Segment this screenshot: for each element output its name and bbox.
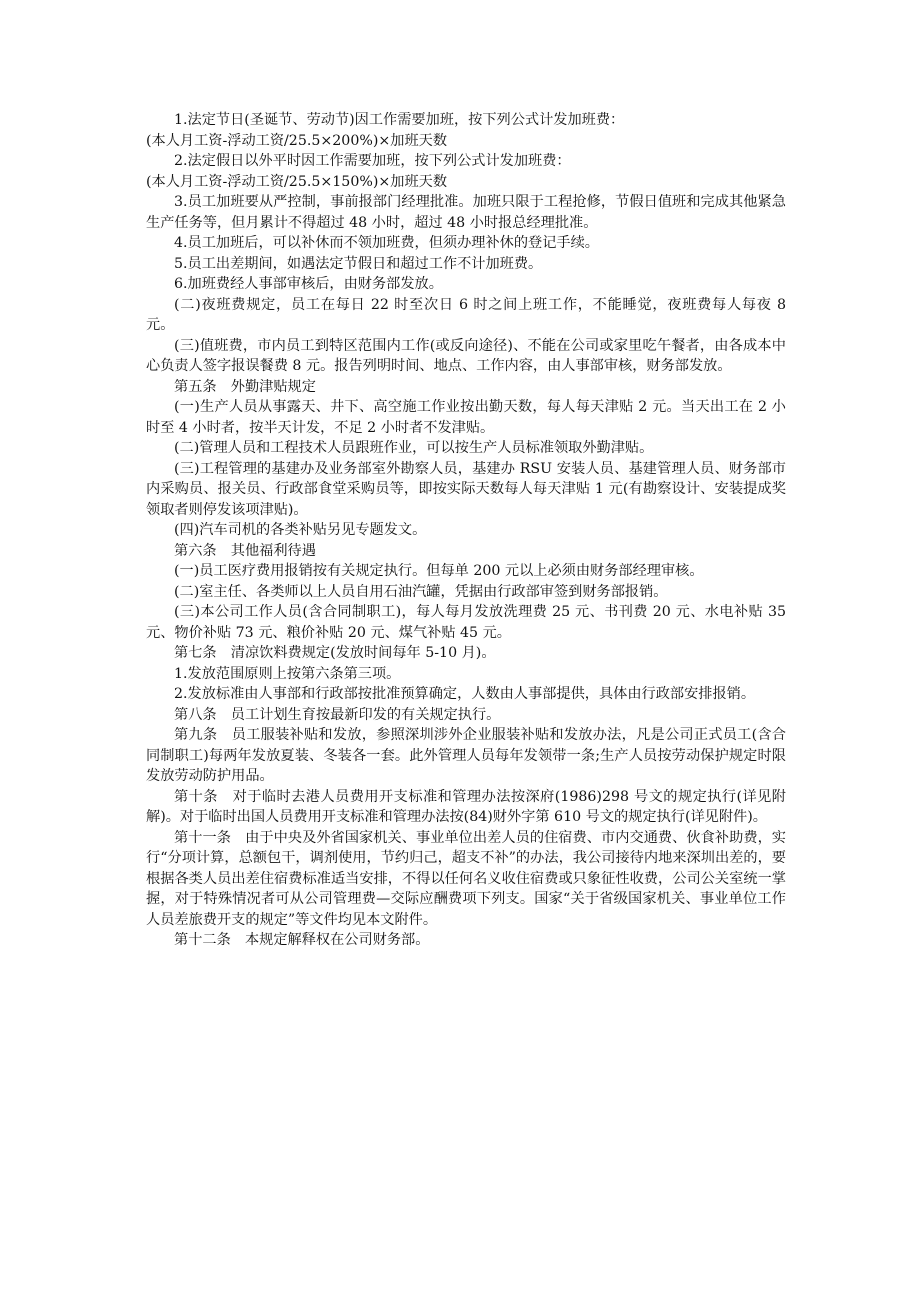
article-5-item-3: (三)工程管理的基建办及业务部室外勘察人员，基建办 RSU 安装人员、基建管理人员、财务部市内采购员、报关员、行政部食堂采购员等，即按实际天数每人每天津贴 1 元(有勘察设计、安装提成奖领取者则停发该项津贴)。 [146, 460, 786, 518]
night-shift-fee: (二)夜班费规定，员工在每日 22 时至次日 6 时之间上班工作，不能睡觉，夜班费每人每夜 8 元。 [146, 296, 786, 333]
article-6-item-1: (一)员工医疗费用报销按有关规定执行。但每单 200 元以上必须由财务部经理审核。 [174, 563, 704, 579]
overtime-rule-2: 2.法定假日以外平时因工作需要加班，按下列公式计发加班费： [174, 153, 571, 169]
overtime-rule-6: 6.加班费经人事部审核后，由财务部发放。 [174, 276, 443, 292]
article-5-item-4: (四)汽车司机的各类补贴另见专题发文。 [174, 522, 427, 538]
overtime-rule-1: 1.法定节日(圣诞节、劳动节)因工作需要加班，按下列公式计发加班费： [174, 112, 625, 128]
article-6-heading: 第六条 其他福利待遇 [174, 542, 316, 559]
article-12: 第十二条 本规定解释权在公司财务部。 [174, 932, 430, 948]
article-7-item-1: 1.发放范围原则上按第六条第三项。 [174, 665, 401, 682]
article-9: 第九条 员工服装补贴和发放，参照深圳涉外企业服装补贴和发放办法，凡是公司正式员工(含合同制职工)每两年发放夏装、冬装各一套。此外管理人员每年发领带一条;生产人员按劳动保护规定时限发放劳动防护用品。 [146, 727, 786, 784]
overtime-formula-150: (本人月工资-浮动工资/25.5×150%)×加班天数 [146, 173, 448, 190]
overtime-rule-5: 5.员工出差期间，如遇法定节假日和超过工作不计加班费。 [174, 255, 543, 272]
article-7-item-2: 2.发放标准由人事部和行政部按批准预算确定，人数由人事部提供，具体由行政部安排报销。 [174, 686, 756, 702]
overtime-rule-3: 3.员工加班要从严控制，事前报部门经理批准。加班只限于工程抢修，节假日值班和完成其他紧急生产任务等，但月累计不得超过 48 小时，超过 48 小时报总经理批准。 [146, 194, 786, 231]
duty-fee: (三)值班费，市内员工到特区范围内工作(或反向途径)、不能在公司或家里吃午餐者，由各成本中心负责人签字报误餐费 8 元。报告列明时间、地点、工作内容，由人事部审核，财务部发放。 [146, 337, 786, 374]
document-body [146, 110, 786, 951]
article-5-item-2: (二)管理人员和工程技术人员跟班作业，可以按生产人员标准领取外勤津贴。 [174, 440, 654, 456]
article-10: 第十条 对于临时去港人员费用开支标准和管理办法按深府(1986)298 号文的规定执行(详见附解)。对于临时出国人员费用开支标准和管理办法按(84)财外字第 610 号文的规定执行(详见附件)。 [146, 788, 786, 825]
overtime-formula-200: (本人月工资-浮动工资/25.5×200%)×加班天数 [146, 132, 448, 149]
article-6-item-2: (二)室主任、各类师以上人员自用石油汽罐，凭据由行政部审签到财务部报销。 [174, 583, 668, 600]
article-7-heading: 第七条 清凉饮料费规定(发放时间每年 5-10 月)。 [174, 645, 496, 661]
article-5-heading: 第五条 外勤津贴规定 [174, 378, 316, 395]
article-6-item-3: (三)本公司工作人员(含合同制职工)，每人每月发放洗理费 25 元、书刊费 20 元、水电补贴 35 元、物价补贴 73 元、粮价补贴 20 元、煤气补贴 45 元。 [146, 604, 786, 641]
article-8: 第八条 员工计划生育按最新印发的有关规定执行。 [174, 706, 501, 723]
overtime-rule-4: 4.员工加班后，可以补休而不领加班费，但须办理补休的登记手续。 [174, 235, 599, 251]
article-5-item-1: (一)生产人员从事露天、井下、高空施工作业按出勤天数，每人每天津贴 2 元。当天出工在 2 小时至 4 小时者，按半天计发，不足 2 小时者不发津贴。 [146, 399, 786, 436]
article-11: 第十一条 由于中央及外省国家机关、事业单位出差人员的住宿费、市内交通费、伙食补助费，实行“分项计算，总额包干，调剂使用，节约归己，超支不补”的办法，我公司接待内地来深圳出差的，要根据各类人员出差住宿费标准适当安排，不得以任何名义收住宿费或只象征性收费，公司公关室统一掌握，对于特殊情况者可从公司管理费—交际应酬费项下列支。国家“关于省级国家机关、事业单位工作人员差旅费开支的规定”等文件均见本文附件。 [146, 829, 786, 928]
